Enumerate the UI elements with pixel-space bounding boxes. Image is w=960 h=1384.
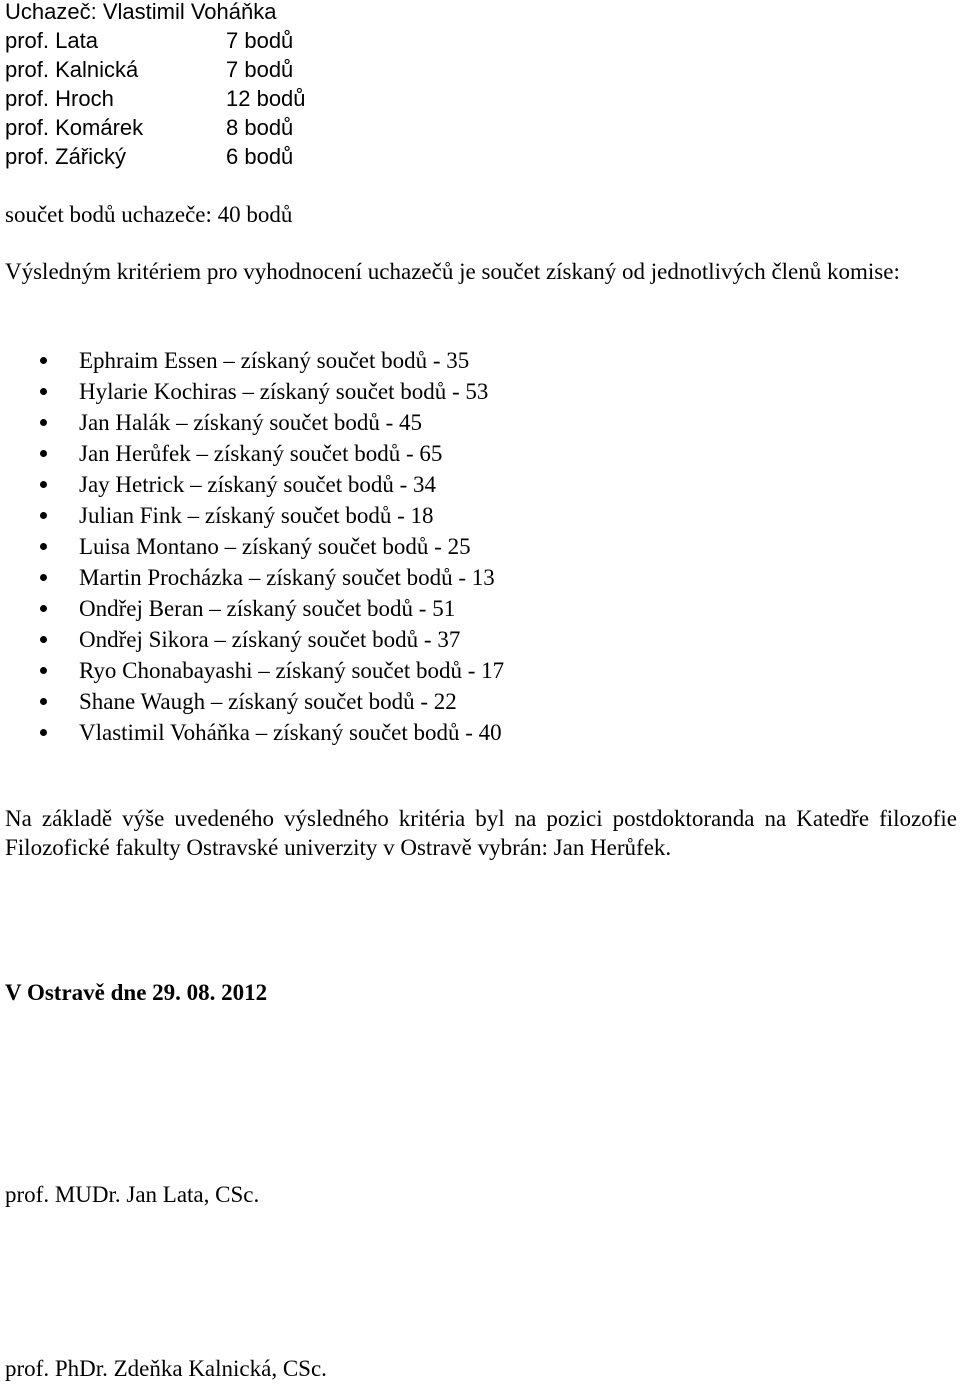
bullet-icon: [40, 512, 47, 519]
bullet-icon: [40, 388, 47, 395]
evaluator-name: prof. Zářický: [5, 144, 127, 169]
list-item: [5, 407, 504, 438]
result-text: Vlastimil Voháňka – získaný součet bodů - 40: [79, 720, 502, 745]
bullet-icon: [40, 543, 47, 550]
bullet-icon: [40, 667, 47, 674]
bullet-icon: [40, 729, 47, 736]
list-item: [5, 655, 504, 686]
list-item: [5, 500, 504, 531]
place-date: V Ostravě dne 29. 08. 2012: [5, 980, 268, 1005]
evaluator-name: prof. Kalnická: [5, 57, 139, 82]
result-text: Hylarie Kochiras – získaný součet bodů - 53: [79, 379, 489, 404]
bullet-icon: [40, 605, 47, 612]
bullet-icon: [40, 481, 47, 488]
result-text: Jay Hetrick – získaný součet bodů - 34: [79, 472, 437, 497]
result-text: Jan Halák – získaný součet bodů - 45: [79, 410, 423, 435]
bullet-icon: [40, 419, 47, 426]
total-points-line: součet bodů uchazeče: 40 bodů: [5, 202, 293, 227]
criterion-paragraph: Výsledným kritériem pro vyhodnocení uchazečů je součet získaný od jednotlivých členů komise:: [5, 259, 900, 284]
list-item: [5, 376, 504, 407]
result-text: Ryo Chonabayashi – získaný součet bodů - 17: [79, 658, 505, 683]
signatory-name: prof. MUDr. Jan Lata, CSc.: [5, 1182, 260, 1207]
evaluator-name: prof. Komárek: [5, 115, 144, 140]
list-item: [5, 717, 504, 748]
evaluator-name: prof. Lata: [5, 28, 98, 53]
list-item: [5, 593, 504, 624]
bullet-icon: [40, 357, 47, 364]
list-item: [5, 345, 504, 376]
list-item: [5, 624, 504, 655]
evaluator-name: prof. Hroch: [5, 86, 114, 111]
evaluator-points: 8 bodů: [226, 115, 294, 140]
list-item: [5, 562, 504, 593]
conclusion-paragraph: Na základě výše uvedeného výsledného kritéria byl na pozici postdoktoranda na Katedře filozofie Filozofické fakulty Ostravské univerzity v Ostravě vybrán: Jan Herůfek.: [5, 806, 957, 860]
results-list: [5, 345, 504, 748]
evaluator-points: 7 bodů: [226, 57, 294, 82]
evaluator-points: 12 bodů: [226, 86, 306, 111]
bullet-icon: [40, 574, 47, 581]
result-text: Shane Waugh – získaný součet bodů - 22: [79, 689, 457, 714]
list-item: [5, 438, 504, 469]
result-text: Ondřej Beran – získaný součet bodů - 51: [79, 596, 456, 621]
result-text: Ondřej Sikora – získaný součet bodů - 37: [79, 627, 461, 652]
bullet-icon: [40, 636, 47, 643]
signatory-name: prof. PhDr. Zdeňka Kalnická, CSc.: [5, 1356, 327, 1381]
bullet-icon: [40, 450, 47, 457]
list-item: [5, 469, 504, 500]
bullet-icon: [40, 698, 47, 705]
result-text: Jan Herůfek – získaný součet bodů - 65: [79, 441, 443, 466]
result-text: Martin Procházka – získaný součet bodů - 13: [79, 565, 495, 590]
result-text: Ephraim Essen – získaný součet bodů - 35: [79, 348, 470, 373]
list-item: [5, 686, 504, 717]
evaluator-points: 6 bodů: [226, 144, 294, 169]
result-text: Luisa Montano – získaný součet bodů - 25: [79, 534, 471, 559]
evaluator-points: 7 bodů: [226, 28, 294, 53]
result-text: Julian Fink – získaný součet bodů - 18: [79, 503, 434, 528]
candidate-line: Uchazeč: Vlastimil Voháňka: [5, 0, 277, 24]
list-item: [5, 531, 504, 562]
